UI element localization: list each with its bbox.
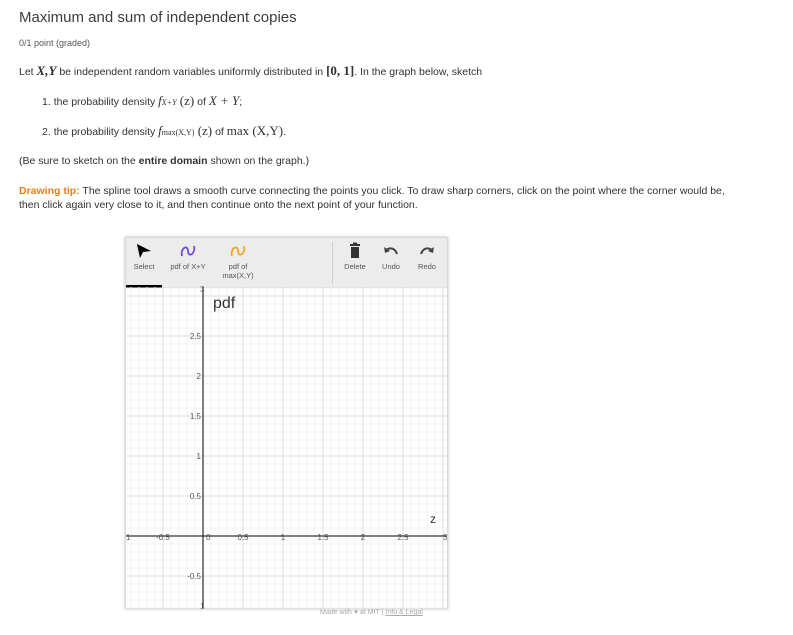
y-tick-label: 1 [196,452,201,461]
pdf-sum-tool-button[interactable] [164,238,212,287]
intro-interval: [0, 1] [326,63,355,78]
pdf-max-label-line2: max(X,Y) [222,271,254,280]
pdf-max-label-line1: pdf of [228,262,248,271]
y-tick-label: 0.5 [189,492,201,501]
x-tick-label: -0.5 [156,533,170,542]
x-tick-label: 0 [206,533,211,542]
y-axis-title: pdf [213,295,236,312]
x-tick-label: 2 [360,533,366,542]
minor-grid [126,287,447,608]
item2-func: f [158,123,162,138]
item1-func-expr [158,93,194,108]
item2-of: of [215,126,224,138]
intro-vars: X,Y [36,63,57,78]
note-post: shown on the graph.) [210,155,310,167]
drawing-tip-label: Drawing tip: [19,185,80,197]
delete-button[interactable] [338,238,372,287]
x-tick-label: 1.5 [317,533,329,542]
spline-orange-icon [228,242,248,260]
item2-end: . [283,126,286,138]
note-pre: (Be sure to sketch on the [19,155,136,167]
y-tick-label: 2 [196,372,201,381]
grade-status: 0/1 point (graded) [19,38,91,48]
y-bottom-clip-label: 1 [200,602,205,611]
problem-title: Maximum and sum of independent copies [19,9,297,26]
select-tool-label: Select [133,262,155,271]
item-2 [42,123,286,139]
item-1 [42,93,242,109]
x-edge-left-label: 1 [126,533,131,542]
x-tick-label: 2.5 [397,533,409,542]
intro-pre: Let [19,66,34,78]
redo-label: Redo [418,262,436,271]
y-tick-label: 2.5 [189,332,201,341]
undo-icon [382,242,400,260]
item1-arg: (z) [179,93,195,108]
drawing-canvas[interactable] [126,285,448,611]
arrow-pointer-icon [134,242,154,260]
select-tool-button[interactable] [126,238,162,288]
item2-expr: max (X,Y) [226,123,284,138]
pdf-sum-label: pdf of X+Y [170,262,206,271]
note-bold: entire domain [138,155,208,167]
intro-mid: be independent random variables uniformly distributed in [59,66,324,78]
spline-purple-icon [178,242,198,260]
item2-text: the probability density [53,126,156,138]
sketch-tool [125,237,448,609]
y-tick-label: 1.5 [189,412,201,421]
domain-note [19,155,309,167]
trash-icon [347,242,363,260]
pdf-max-tool-button[interactable] [214,238,262,287]
y-top-clip-label: 3 [200,285,205,294]
item1-of: of [197,96,206,108]
drawing-tip-text: The spline tool draws a smooth curve connecting the points you click. To draw sharp corners, click on the point where the corner would be, then click again very close to it, and then continue onto the next point of your function. [19,185,725,211]
item2-sub: max(X,Y) [161,128,195,137]
item1-num: 1. [42,96,51,108]
sketch-toolbar [126,238,447,288]
graph-svg [126,285,448,611]
undo-button[interactable] [374,238,408,287]
y-tick-label: -0.5 [187,572,201,581]
item2-num: 2. [42,126,51,138]
footer [320,609,423,616]
drawing-tip [19,184,739,212]
intro-post: . In the graph below, sketch [354,66,483,78]
item1-text: the probability density [53,96,156,108]
item1-func: f [158,93,162,108]
undo-label: Undo [382,262,400,271]
delete-label: Delete [344,262,366,271]
problem-intro [19,63,482,79]
item2-arg: (z) [197,123,213,138]
x-tick-label: 0.5 [237,533,249,542]
item1-end: ; [239,96,243,108]
x-edge-right-label: 3 [443,533,448,542]
redo-button[interactable] [410,238,444,287]
x-tick-label: 1 [280,533,286,542]
footer-separator: | [381,609,384,616]
made-with-text: Made with ♥ at MIT [320,609,380,616]
item2-func-expr [158,123,212,138]
item1-sub: X+Y [161,98,177,107]
toolbar-separator [332,242,333,284]
info-legal-link[interactable]: Info & Legal [385,609,423,616]
redo-icon [418,242,436,260]
x-axis-title: z [430,512,436,526]
item1-expr: X + Y [208,93,240,108]
